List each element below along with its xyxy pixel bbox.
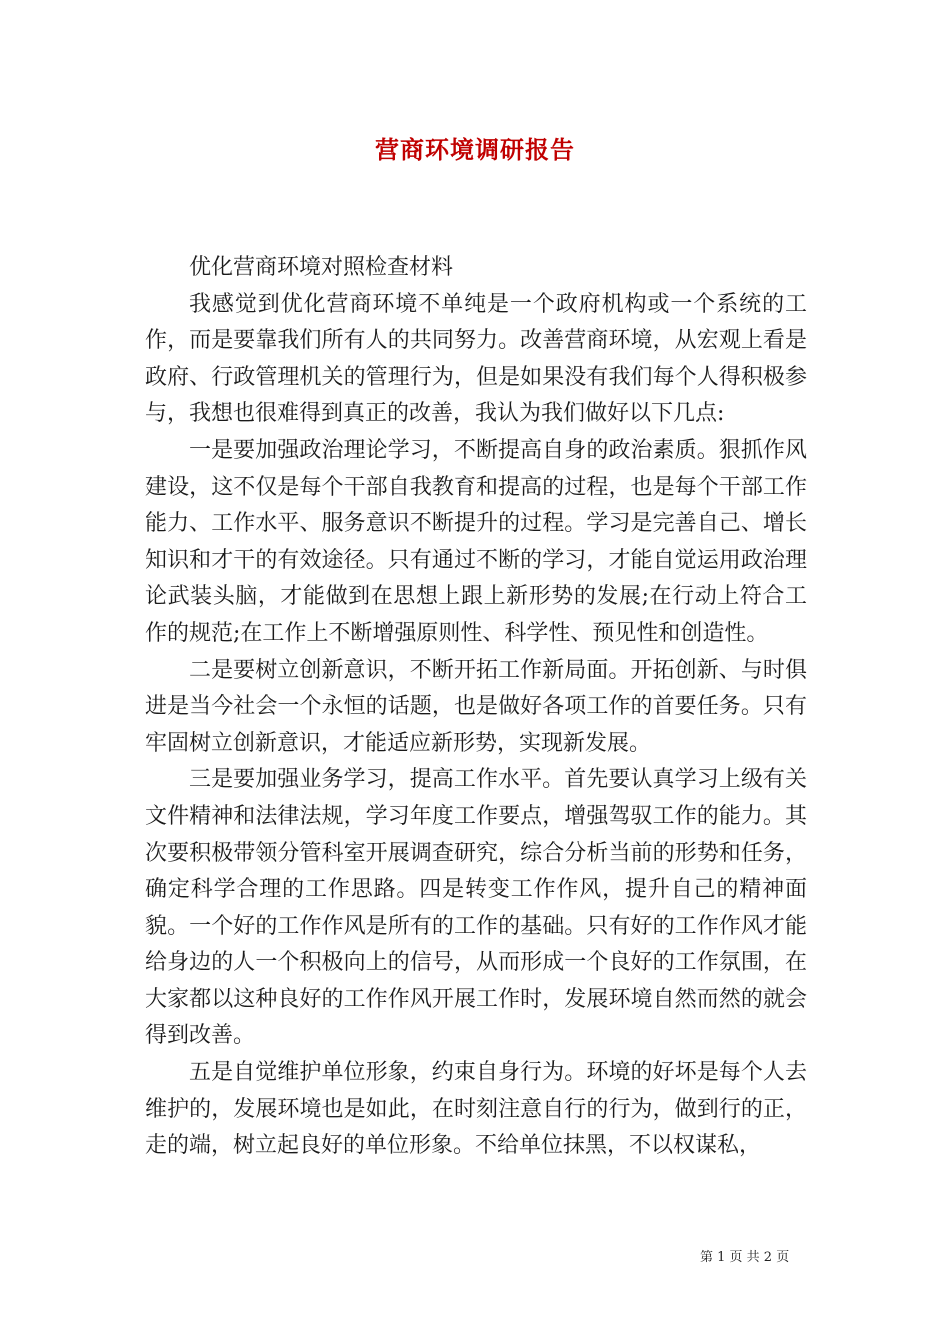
- paragraph-intro: 我感觉到优化营商环境不单纯是一个政府机构或一个系统的工作，而是要靠我们所有人的共同努力。改善营商环境，从宏观上看是政府、行政管理机关的管理行为，但是如果没有我们每个人得积极参与，我想也很难得到真正的改善，我认为我们做好以下几点:: [145, 291, 807, 427]
- page-number-footer: 第 1 页 共 2 页: [700, 1250, 790, 1265]
- paragraph-point-five: 五是自觉维护单位形象，约束自身行为。环境的好坏是每个人去维护的，发展环境也是如此，在时刻注意自行的行为，做到行的正，走的端，树立起良好的单位形象。不给单位抹黑，不以权谋私，: [145, 1060, 807, 1159]
- paragraph-point-two: 二是要树立创新意识，不断开拓工作新局面。开拓创新、与时俱进是当今社会一个永恒的话题，也是做好各项工作的首要任务。只有牢固树立创新意识，才能适应新形势，实现新发展。: [145, 657, 807, 756]
- paragraph-heading: 优化营商环境对照检查材料: [189, 255, 454, 280]
- paragraph-point-three: 三是要加强业务学习，提高工作水平。首先要认真学习上级有关文件精神和法律法规，学习年度工作要点，增强驾驭工作的能力。其次要积极带领分管科室开展调查研究，综合分析当前的形势和任务，确定科学合理的工作思路。四是转变工作作风，提升自己的精神面貌。一个好的工作作风是所有的工作的基础。只有好的工作作风才能给身边的人一个积极向上的信号，从而形成一个良好的工作氛围，在大家都以这种良好的工作作风开展工作时，发展环境自然而然的就会得到改善。: [145, 767, 807, 1049]
- paragraph-point-one: 一是要加强政治理论学习，不断提高自身的政治素质。狠抓作风建设，这不仅是每个干部自我教育和提高的过程，也是每个干部工作能力、工作水平、服务意识不断提升的过程。学习是完善自己、增长知识和才干的有效途径。只有通过不断的学习，才能自觉运用政治理论武装头脑，才能做到在思想上跟上新形势的发展;在行动上符合工作的规范;在工作上不断增强原则性、科学性、预见性和创造性。: [145, 437, 807, 646]
- document-body: [145, 250, 807, 1165]
- document-title: 营商环境调研报告: [375, 135, 575, 164]
